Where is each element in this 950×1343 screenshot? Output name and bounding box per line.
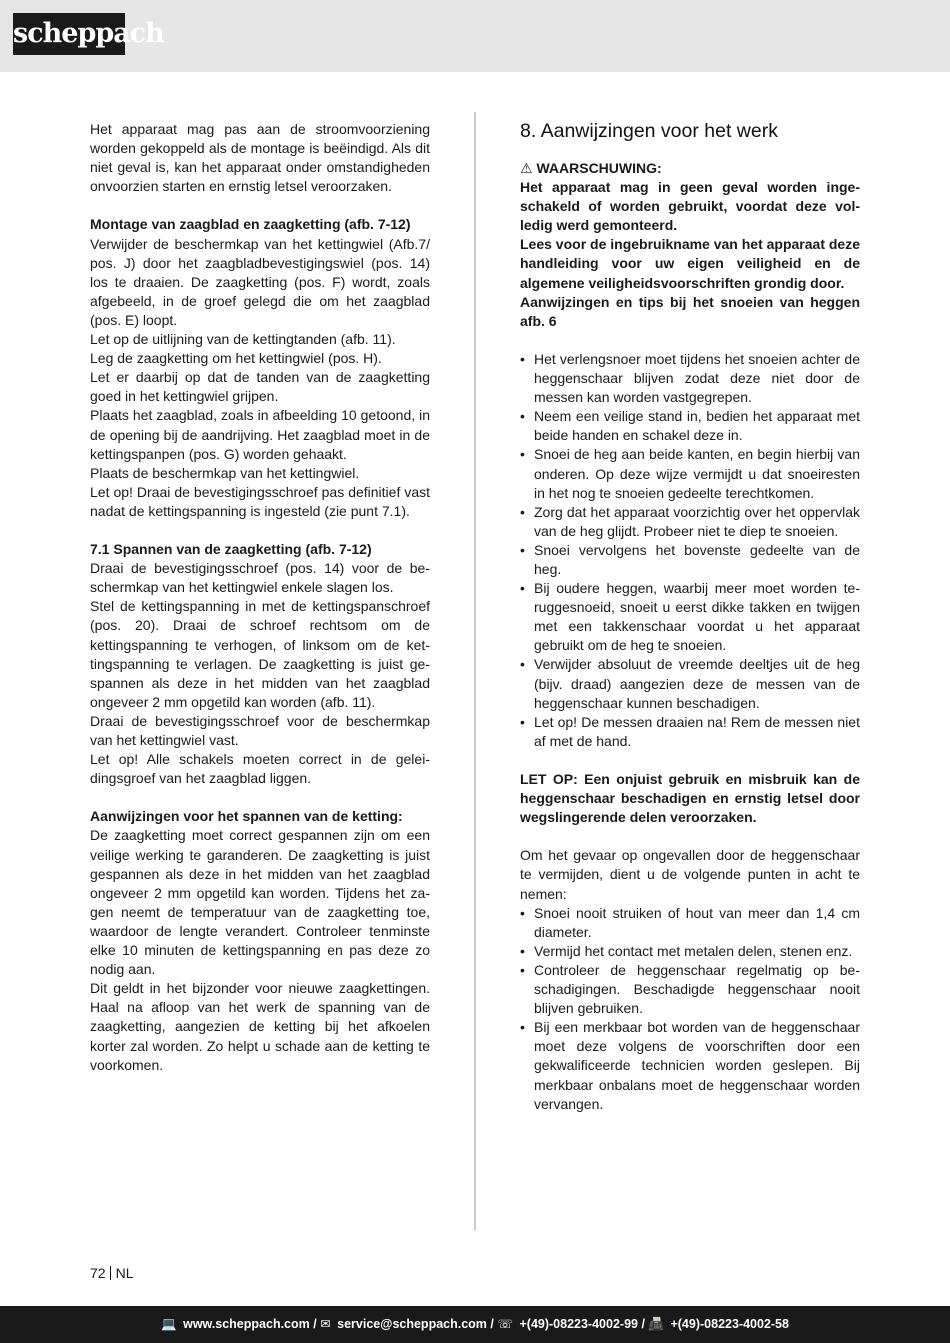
section-title: 8. Aanwijzingen voor het werk [520,120,778,142]
caution-notice: LET OP: Een onjuist gebruik en misbruik kan de heggenschaar beschadigen en ernstig letsel door wegslingerende delen veroorzaken. [520,771,860,826]
warning-heading [520,159,860,178]
spannen-paragraph: Draai de bevestigingsschroef voor de beschermkap van het kettingwiel vast. [90,712,430,748]
list-item: • Bij oudere heggen, waarbij meer moet worden teruggesnoeid, snoeit u eerst dikke takken en twijgen met een takkenschaar voordat u het apparaat gebruikt om de heg te snoeien. [520,579,860,655]
montage-heading: Montage van zaagblad en zaagketting (afb. 7-12) [90,216,411,233]
list-item: • Bij een merkbaar bot worden van de heggenschaar moet deze volgens de voorschriften door een gekwalificeerde technicien worden geslepen. Bij merkbaar onbalans moet de heggenschaar worden vervangen. [520,1018,860,1113]
right-column [520,120,860,1114]
spannen-paragraph: Draai de bevestigingsschroef (pos. 14) voor de beschermkap van het kettingwiel enkele slagen los. [90,560,430,596]
list-item: • Snoei de heg aan beide kanten, en begin hierbij van onderen. Op deze wijze vermijdt u dat snoeiresten in het nog te snoeien gedeelte terechtkomen. [520,445,860,502]
list-item: • Snoei nooit struiken of hout van meer dan 1,4 cm diameter. [520,904,860,942]
computer-icon: 💻 [161,1317,177,1331]
montage-paragraph: Let op de uitlijning van de kettingtanden (afb. 11). [90,331,396,348]
left-column [90,120,430,1075]
spannen-section [90,559,430,788]
fax-icon: 📠 [648,1317,664,1331]
montage-paragraph: Let er daarbij op dat de tanden van de zaagketting goed in het kettingwiel grijpen. [90,369,430,405]
spannen-paragraph: Stel de kettingspanning in met de kettingspanschroef (pos. 20). Draai de schroef rechtsom om de kettingspanning te verhogen, of linksom om de kettingspanning te verlagen. De zaagketting is juist gespannen als deze in het midden van het zaagblad ongeveer 2 mm opgetild kan worden (afb. 11). [90,598,430,710]
page-number: 72 NL [90,1265,134,1281]
montage-section [90,235,430,521]
spannen-paragraph: Let op! Alle schakels moeten correct in de geleidingsgroef van het zaagblad liggen. [90,751,430,787]
footer-email[interactable]: service@scheppach.com / [337,1317,494,1331]
footer-website[interactable]: www.scheppach.com / [183,1317,317,1331]
accident-intro: Om het gevaar op ongevallen door de heggenschaar te vermijden, dient u de volgende punten in acht te nemen: [520,847,860,902]
tips-heading: Aanwijzingen voor het spannen van de ketting: [90,808,403,825]
list-item: • Let op! De messen draaien na! Rem de messen niet af met de hand. [520,713,860,751]
telephone-icon: ☏ [497,1317,513,1331]
column-divider [474,112,476,1230]
montage-paragraph: Plaats het zaagblad, zoals in afbeelding 10 getoond, in de opening bij de aandrijving. Het zaagblad moet in de kettingspanpen (pos. G) worden gehaakt. [90,407,430,462]
list-item: • Neem een veilige stand in, bedien het apparaat met beide handen en schakel deze in. [520,407,860,445]
tips-paragraph: De zaagketting moet correct gespannen zijn om een veilige werking te garanderen. De zaagketting is juist gespannen als deze in het midden van het zaagblad ongeveer 2 mm opgetild kan worden. Tijdens het zagen neemt de temperatuur van de zaagketting toe, waardoor de lengte verandert. Controleer tenminste elke 10 minuten de kettingspanning en pas deze zo nodig aan. [90,827,430,978]
page-footer [0,1306,950,1343]
montage-paragraph: Leg de zaagketting om het kettingwiel (pos. H). [90,350,382,367]
montage-paragraph: Plaats de beschermkap van het kettingwiel. [90,464,360,481]
list-item: • Zorg dat het apparaat voorzichtig over het oppervlak van de heg glijdt. Probeer niet te diep te snoeien. [520,503,860,541]
warning-line: Het apparaat mag in geen geval worden ingeschakeld of worden gebruikt, voordat deze volledig werd gemonteerd. [520,179,860,234]
list-item: • Controleer de heggenschaar regelmatig op beschadigingen. Beschadigde heggenschaar nooit blijven gebruiken. [520,961,860,1018]
list-item: • Vermijd het contact met metalen delen, stenen enz. [520,942,860,961]
page-header [0,0,950,72]
spannen-heading: 7.1 Spannen van de zaagketting (afb. 7-12) [90,541,372,558]
hedge-tips-list [520,350,860,751]
footer-phone: +(49)-08223-4002-99 / [519,1317,645,1331]
montage-paragraph: Verwijder de beschermkap van het kettingwiel (Afb.7/ pos. J) door het zaagbladbevestigingswiel (pos. 14) los te draaien. De zaagketting (pos. F) wordt, zoals afgebeeld, in de groef gelegd die om het zaagblad (pos. E) loopt. [90,235,430,328]
intro-paragraph: Het apparaat mag pas aan de stroomvoorziening worden gekoppeld als de montage is beëindigd. Als dit niet geval is, kan het apparaat onder omstandigheden onvoorzien starten en ernstig letsel veroorzaken. [90,121,430,195]
list-item: • Verwijder absoluut de vreemde deeltjes uit de heg (bijv. draad) aangezien deze de messen van de heggenschaar kunnen beschadigen. [520,655,860,712]
montage-paragraph: Let op! Draai de bevestigingsschroef pas definitief vast nadat de kettingspanning is ingesteld (zie punt 7.1). [90,483,430,519]
warning-line: Aanwijzingen en tips bij het snoeien van heggen afb. 6 [520,293,860,329]
warning-line: Lees voor de ingebruikname van het apparaat deze handleiding voor uw eigen veiligheid en de algemene veiligheidsvoorschriften grondig door. [520,236,860,291]
brand-logo: scheppach [13,13,125,55]
page-separator [110,1266,111,1280]
tips-paragraph: Dit geldt in het bijzonder voor nieuwe zaagkettingen. Haal na afloop van het werk de spanning van de zaagketting, aangezien de ketting bij het afkoelen korter zal worden. Zo helpt u schade aan de ketting te voorkomen. [90,980,430,1073]
footer-fax: +(49)-08223-4002-58 [670,1317,789,1331]
warning-block [520,178,860,331]
list-item: • Snoei vervolgens het bovenste gedeelte van de heg. [520,541,860,579]
list-item: • Het verlengsnoer moet tijdens het snoeien achter de heggenschaar blijven zodat deze niet door de messen kan worden vastgegrepen. [520,350,860,407]
envelope-icon: ✉ [320,1317,331,1331]
warning-label: WAARSCHUWING: [536,160,662,176]
warning-triangle-icon: ⚠ [520,160,533,176]
safety-list [520,904,860,1114]
tips-section [90,826,430,1074]
